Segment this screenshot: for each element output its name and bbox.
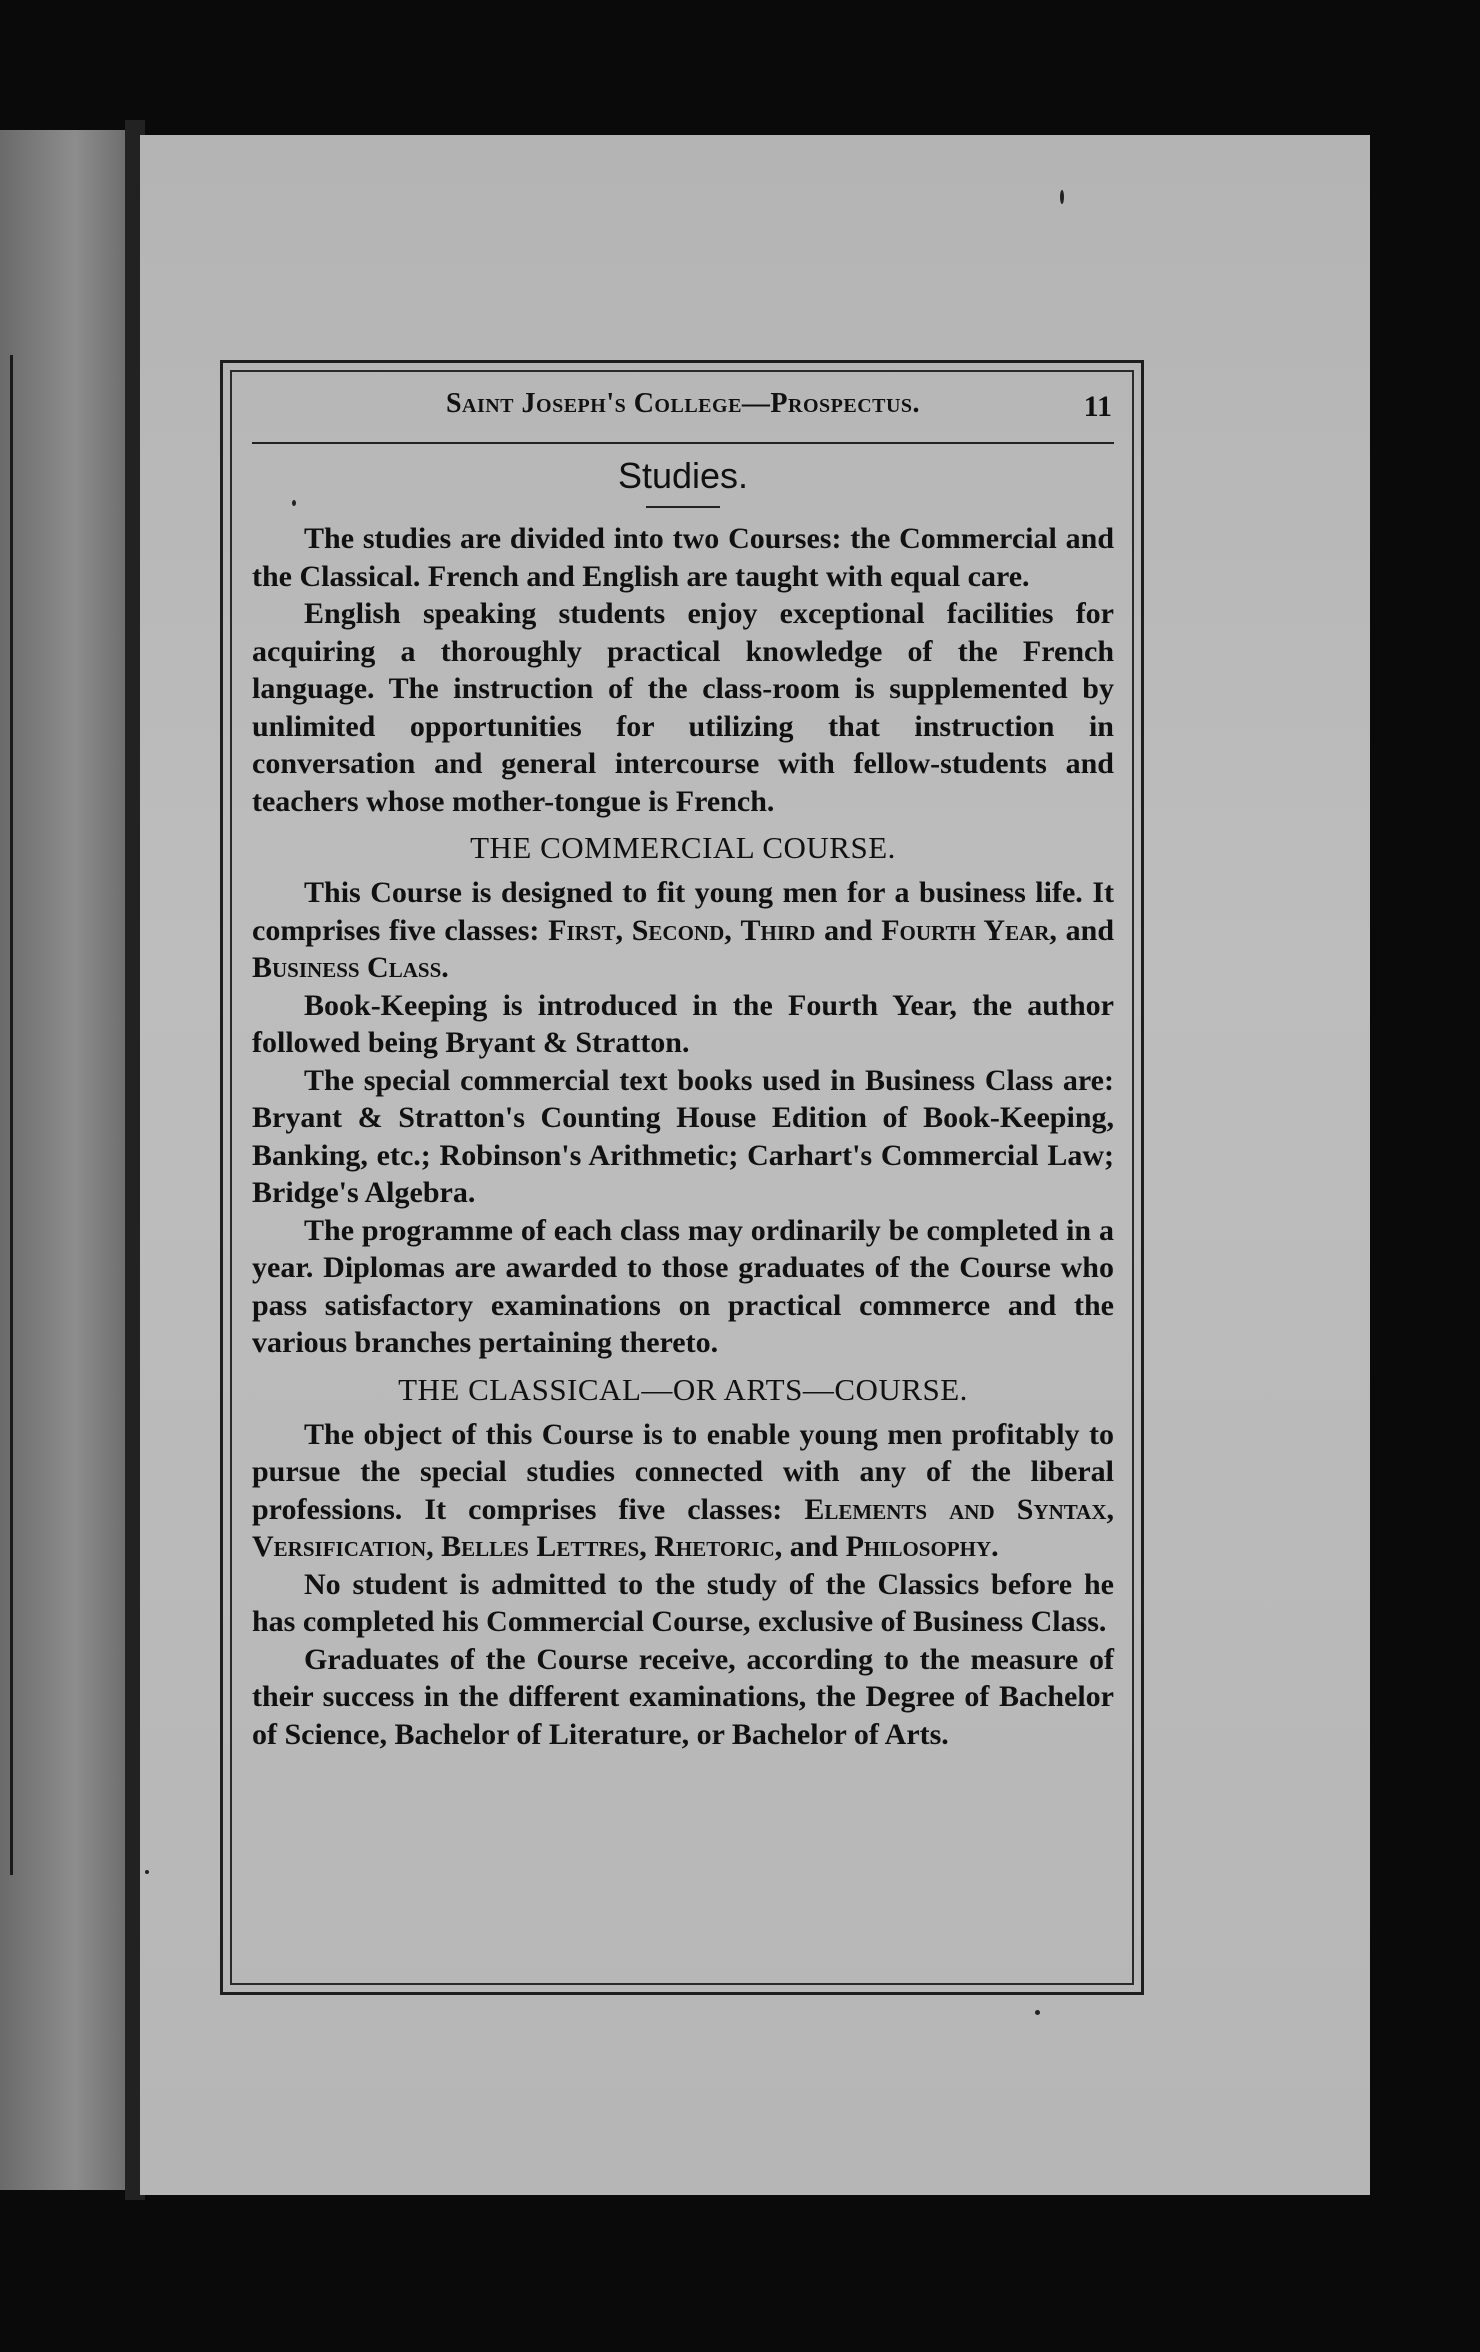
class-name: Rhetoric [654, 1530, 775, 1563]
page-number: 11 [1083, 390, 1112, 423]
class-name: Fourth Year [881, 913, 1050, 947]
class-name: Versification [252, 1530, 427, 1563]
section-title: Studies. [617, 455, 749, 496]
intro-paragraph: English speaking students enjoy exceptional facilities for acquiring a thoroughly practical knowledge of the French language. The instruction of the class-room is supplemented by unlimited opportunities for utilizing that instruction in conversation and general intercourse with fellow-students and teachers whose mother-tongue is French. [252, 597, 1114, 818]
paper-speck [292, 500, 296, 506]
classical-paragraph: Graduates of the Course receive, according to the measure of their success in the different examinations, the Degree of Bachelor of Science, Bachelor of Literature, or Bachelor of Arts. [252, 1642, 1114, 1751]
class-name: Belles Lettres [441, 1530, 640, 1563]
commercial-paragraph: The programme of each class may ordinarily be completed in a year. Diplomas are awarded to those graduates of the Course who pass satisfactory examinations on practical commerce and the various branches pertaining thereto. [252, 1213, 1114, 1359]
class-name: Philosophy [845, 1530, 992, 1563]
commercial-paragraph: The special commercial text books used in Business Class are: Bryant & Stratton's Counting House Edition of Book-Keeping, Banking, etc.; Robinson's Arithmetic; Carhart's Commercial Law; Bridge's Algebra. [252, 1063, 1114, 1209]
class-name: First [548, 913, 616, 947]
classical-paragraph: No student is admitted to the study of the Classics before he has completed his Commercial Course, exclusive of Business Class. [252, 1567, 1114, 1638]
facing-page-edge [0, 130, 125, 2190]
class-name: Third [740, 913, 816, 947]
class-name: Elements and Syntax [804, 1492, 1107, 1526]
paper-speck [145, 1870, 149, 1874]
paper-speck [1060, 190, 1064, 204]
paper-speck [1035, 2010, 1040, 2015]
classical-paragraph: The object of this Course is to enable young men profitably to pursue the special studies connected with any of the liberal professions. It comprises five classes: Elements and Syntax, Versification, Belles Lettres, Rhetoric, and Philosophy. [252, 1417, 1115, 1563]
class-name: Business Class [252, 951, 442, 984]
classical-course-heading: THE CLASSICAL—OR ARTS—COURSE. [398, 1371, 968, 1407]
facing-page-frame [0, 355, 13, 1875]
intro-paragraph: The studies are divided into two Courses: the Commercial and the Classical. French and English are taught with equal care. [252, 522, 1114, 593]
commercial-paragraph: Book-Keeping is introduced in the Fourth Year, the author followed being Bryant & Stratton. [252, 988, 1114, 1059]
class-name: Second [631, 913, 725, 947]
commercial-paragraph: This Course is designed to fit young men for a business life. It comprises five classes: First, Second, Third and Fourth Year, and Business Class. [252, 876, 1115, 984]
commercial-course-heading: THE COMMERCIAL COURSE. [470, 830, 896, 865]
page-content [252, 380, 1114, 1753]
title-rule [646, 506, 720, 508]
running-header [252, 380, 1114, 444]
running-title: Saint Joseph's College—Prospectus. [445, 388, 921, 419]
